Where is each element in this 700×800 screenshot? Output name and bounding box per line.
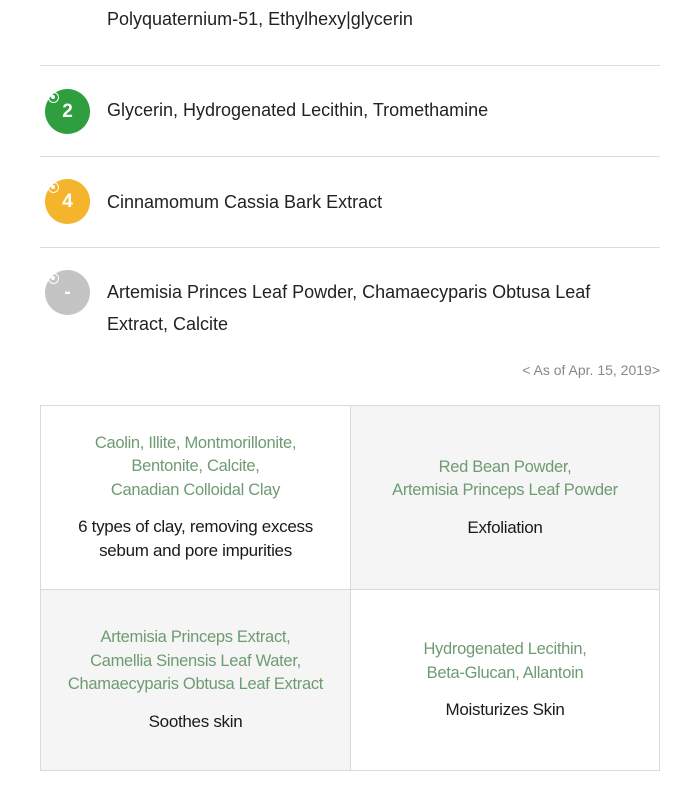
benefit-ingredient-line: Canadian Colloidal Clay — [110, 480, 281, 499]
benefit-ingredient-line: Red Bean Powder, — [438, 457, 572, 476]
grade-value: 4 — [62, 190, 73, 212]
benefit-ingredient-line: Caolin, Illite, Montmorillonite, — [94, 433, 297, 452]
benefit-cell — [351, 406, 659, 590]
grade-badge — [45, 179, 90, 224]
ingredient-list — [40, 0, 660, 348]
benefit-ingredient-line: Artemisia Princeps Extract, — [100, 628, 291, 647]
benefit-ingredient-line: Bentonite, Calcite, — [131, 457, 260, 476]
ingredient-text: Polyquaternium-51, Ethylhexy|glycerin — [107, 9, 413, 29]
benefit-ingredients — [68, 626, 323, 697]
benefit-ingredients — [423, 638, 586, 685]
benefit-ingredient-line: Camellia Sinensis Leaf Water, — [90, 651, 301, 670]
grade-value: - — [64, 281, 71, 303]
benefit-ingredients — [392, 456, 618, 503]
benefit-effect-line: 6 types of clay, removing excess — [78, 517, 313, 537]
benefit-ingredients — [95, 432, 296, 503]
benefit-effect — [467, 516, 542, 540]
benefit-cell — [41, 406, 351, 590]
grade-badge — [45, 270, 90, 315]
benefit-ingredient-line: Beta-Glucan, Allantoin — [426, 663, 584, 682]
benefit-effect-line: sebum and pore impurities — [99, 541, 292, 561]
benefit-ingredient-line: Hydrogenated Lecithin, — [423, 640, 587, 658]
ewg-leaf-icon — [48, 273, 59, 284]
ewg-leaf-icon — [48, 92, 59, 103]
as-of-date: < As of Apr. 15, 2019> — [522, 362, 660, 378]
benefit-cell — [41, 590, 351, 770]
ingredient-row — [40, 248, 660, 348]
benefit-effect — [149, 710, 243, 734]
benefit-effect-line: Moisturizes Skin — [445, 700, 565, 719]
grade-badge — [45, 89, 90, 134]
benefit-effect — [78, 515, 313, 563]
grade-value: 2 — [62, 100, 73, 122]
ingredient-row — [40, 0, 660, 66]
benefit-ingredient-line: Chamaecyparis Obtusa Leaf Extract — [67, 675, 324, 694]
ingredient-row — [40, 66, 660, 157]
ingredient-text: Artemisia Princes Leaf Powder, Chamaecyparis Obtusa Leaf Extract, Calcite — [107, 282, 591, 334]
benefit-effect — [446, 698, 565, 722]
ingredient-row — [40, 157, 660, 248]
benefit-ingredient-line: Artemisia Princeps Leaf Powder — [392, 481, 618, 499]
ewg-leaf-icon — [48, 182, 59, 193]
benefit-effect-line: Exfoliation — [467, 517, 543, 537]
benefit-effect-line: Soothes skin — [148, 711, 243, 731]
ingredient-text: Glycerin, Hydrogenated Lecithin, Tromethamine — [107, 100, 489, 120]
ingredient-text: Cinnamomum Cassia Bark Extract — [107, 192, 383, 212]
benefit-cell — [351, 590, 659, 770]
benefits-grid — [40, 405, 660, 771]
